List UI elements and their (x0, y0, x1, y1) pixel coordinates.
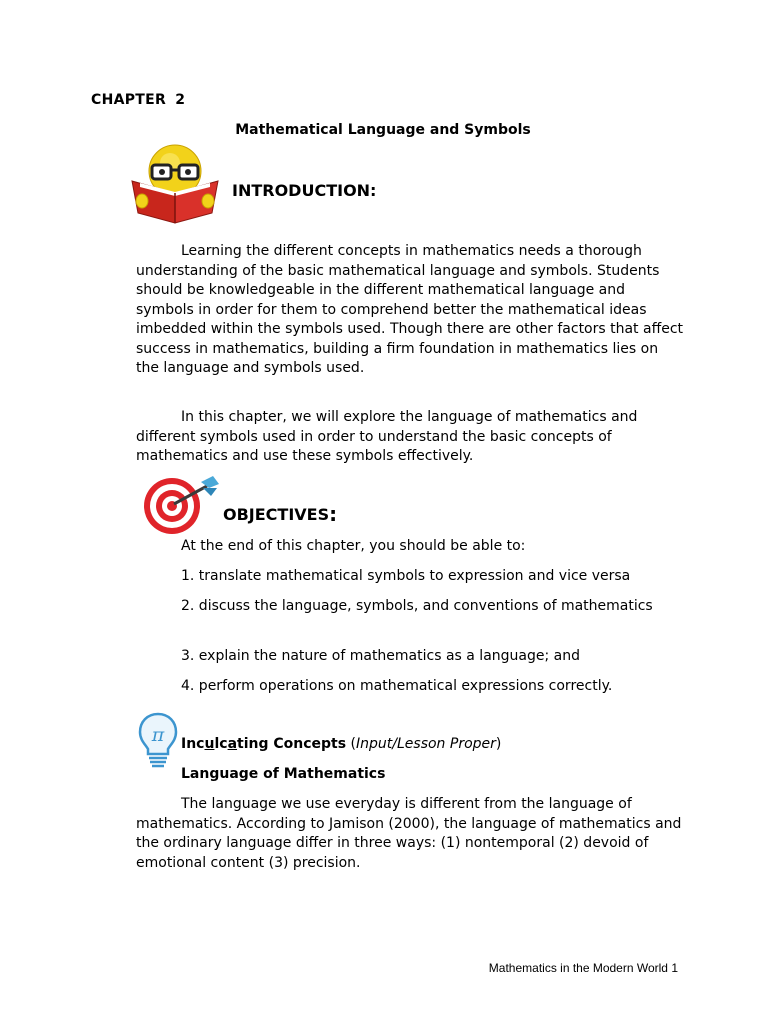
pi-lightbulb-icon (138, 712, 178, 770)
target-dart-icon (141, 474, 221, 536)
objective-item-3: 3. explain the nature of mathematics as a language; and (181, 648, 580, 664)
objective-item-2: 2. discuss the language, symbols, and conventions of mathematics (181, 598, 653, 614)
chapter-label: CHAPTER 2 (91, 92, 186, 108)
inculcating-text-5: a (227, 736, 238, 752)
inculcating-text-6: ting Concepts (237, 736, 347, 752)
language-of-mathematics-heading: Language of Mathematics (181, 766, 386, 782)
objectives-heading-colon: : (329, 502, 338, 526)
inculcating-text-4: c (219, 736, 228, 752)
smiley-reading-book-icon (130, 143, 224, 225)
objectives-lead: At the end of this chapter, you should be able to: (181, 538, 526, 554)
inculcating-paren-text: Input/Lesson Proper (356, 736, 496, 752)
inculcating-text-3: l (214, 736, 220, 752)
objective-item-1: 1. translate mathematical symbols to expression and vice versa (181, 568, 631, 584)
document-title-text: Mathematical Language and Symbols (235, 122, 531, 138)
inculcating-text-1: Inc (181, 736, 205, 752)
inculcating-paren-open: ( (346, 736, 357, 752)
objectives-heading (223, 501, 337, 525)
page-footer: Mathematics in the Modern World 1 (488, 961, 678, 975)
inculcating-text-2: u (204, 736, 215, 752)
svg-text:π: π (151, 724, 165, 746)
inculcating-paren-close: ) (495, 736, 502, 752)
objective-item-4: 4. perform operations on mathematical expressions correctly. (181, 678, 613, 694)
language-paragraph: The language we use everyday is different from the language of mathematics. According to Jamison (2000), the language of mathematics and the ordinary language differ in three ways: (1) nontemporal (2) devoid of emotional content (3) precision. (136, 796, 682, 871)
introduction-paragraph-1: Learning the different concepts in mathematics needs a thorough understanding of the basic mathematical language and symbols. Students should be knowledgeable in the different mathematical language and symbols in order for them to comprehend better the mathematical ideas imbedded within the symbols used. Though there are other factors that affect success in mathematics, building a firm foundation in mathematics lies on the language and symbols used. (136, 243, 684, 376)
introduction-paragraph-2: In this chapter, we will explore the language of mathematics and different symbols used in order to understand the basic concepts of mathematics and use these symbols effectively. (136, 409, 638, 464)
objectives-heading-text: OBJECTIVES (223, 505, 330, 524)
document-title (0, 122, 768, 138)
inculcating-concepts-heading (181, 735, 501, 755)
introduction-heading: INTRODUCTION: (232, 181, 377, 200)
